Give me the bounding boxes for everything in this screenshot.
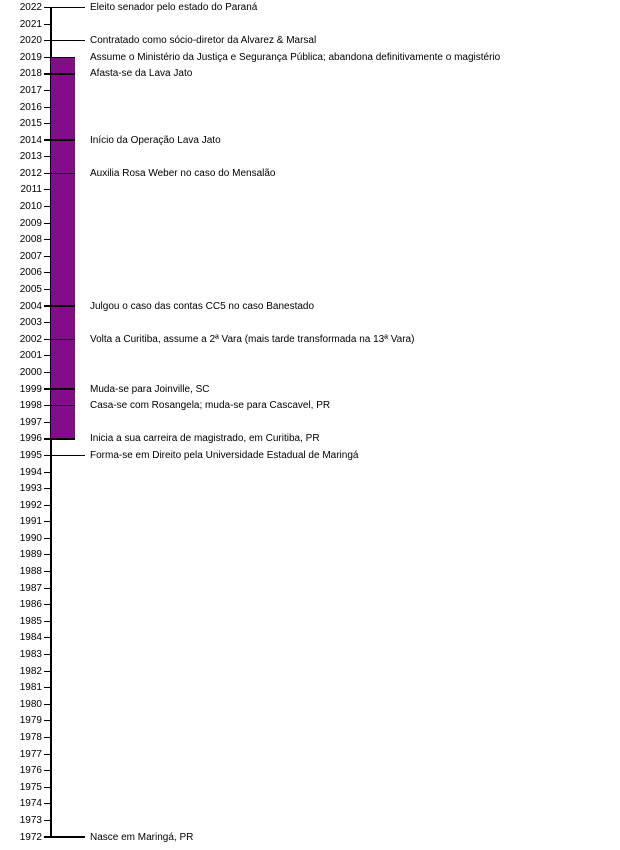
event-label: Início da Operação Lava Jato [90, 134, 221, 146]
year-label: 1979 [19, 715, 42, 727]
year-label: 2014 [19, 134, 42, 146]
year-label: 1972 [19, 831, 42, 843]
year-tick [44, 107, 50, 108]
year-tick [44, 239, 50, 240]
year-label: 1989 [19, 549, 42, 561]
year-tick [44, 654, 50, 655]
year-label: 2009 [19, 217, 42, 229]
year-tick [44, 720, 50, 721]
year-tick [44, 687, 50, 688]
year-tick [44, 803, 50, 804]
year-tick [44, 754, 50, 755]
event-leader-line [44, 139, 75, 141]
year-label: 1985 [19, 615, 42, 627]
year-label: 2011 [20, 184, 42, 196]
year-tick [44, 604, 50, 605]
year-label: 1987 [19, 582, 42, 594]
event-label: Volta a Curitiba, assume a 2ª Vara (mais tarde transformada na 13ª Vara) [90, 333, 415, 345]
year-tick [44, 24, 50, 25]
year-label: 2007 [19, 250, 42, 262]
year-tick [44, 206, 50, 207]
year-label: 2006 [19, 267, 42, 279]
year-tick [44, 521, 50, 522]
year-label: 1978 [19, 731, 42, 743]
year-label: 1993 [19, 483, 42, 495]
year-label: 2010 [19, 201, 42, 213]
year-tick [44, 422, 50, 423]
event-leader-line [44, 438, 75, 440]
year-tick [44, 621, 50, 622]
year-label: 1996 [19, 433, 42, 445]
year-label: 1990 [19, 532, 42, 544]
year-tick [44, 671, 50, 672]
event-leader-line [44, 455, 85, 457]
event-label: Afasta-se da Lava Jato [90, 68, 193, 80]
event-label: Nasce em Maringá, PR [90, 831, 194, 843]
year-label: 1976 [19, 765, 42, 777]
year-label: 2019 [19, 51, 42, 63]
year-label: 2022 [19, 2, 42, 13]
event-label: Casa-se com Rosangela; muda-se para Cascavel, PR [90, 400, 331, 412]
event-leader-line [44, 73, 75, 75]
year-tick [44, 571, 50, 572]
year-label: 1983 [19, 649, 42, 660]
year-tick [44, 588, 50, 589]
event-leader-line [44, 40, 85, 42]
year-label: 2000 [19, 366, 42, 378]
year-tick [44, 322, 50, 323]
year-tick [44, 770, 50, 771]
year-label: 1973 [19, 814, 42, 826]
year-label: 1998 [19, 400, 42, 412]
event-label: Muda-se para Joinville, SC [90, 383, 210, 395]
career-span-bar [51, 57, 75, 439]
year-label: 1975 [19, 781, 42, 793]
year-label: 2002 [19, 333, 42, 345]
year-label: 2013 [19, 151, 42, 163]
event-leader-line [44, 405, 75, 407]
year-label: 2003 [19, 317, 42, 329]
year-tick [44, 123, 50, 124]
event-label: Julgou o caso das contas CC5 no caso Banestado [90, 300, 315, 312]
event-label: Auxilia Rosa Weber no caso do Mensalão [90, 167, 276, 179]
year-label: 2016 [19, 101, 42, 113]
year-label: 2020 [19, 35, 42, 47]
event-label: Forma-se em Direito pela Universidade Estadual de Maringá [90, 449, 359, 461]
year-label: 2005 [19, 284, 42, 296]
year-label: 1977 [19, 748, 42, 760]
year-label: 1997 [19, 416, 42, 428]
year-tick [44, 289, 50, 290]
year-label: 1992 [19, 499, 42, 511]
year-label: 1982 [19, 665, 42, 677]
year-label: 2004 [19, 300, 42, 312]
year-label: 1980 [19, 698, 42, 710]
event-leader-line [44, 339, 75, 341]
year-tick [44, 223, 50, 224]
event-label: Eleito senador pelo estado do Paraná [90, 2, 258, 13]
year-label: 2015 [19, 118, 42, 130]
year-label: 2017 [19, 84, 42, 96]
year-label: 1984 [19, 632, 42, 644]
year-tick [44, 637, 50, 638]
event-leader-line [44, 305, 75, 307]
year-label: 2008 [19, 234, 42, 246]
year-tick [44, 538, 50, 539]
year-tick [44, 554, 50, 555]
year-tick [44, 90, 50, 91]
year-label: 1986 [19, 599, 42, 611]
year-label: 1974 [19, 798, 42, 810]
year-tick [44, 488, 50, 489]
year-label: 1995 [19, 449, 42, 461]
year-tick [44, 704, 50, 705]
year-label: 1988 [19, 566, 42, 578]
year-tick [44, 189, 50, 190]
year-tick [44, 820, 50, 821]
year-tick [44, 472, 50, 473]
event-leader-line [44, 388, 75, 390]
year-label: 2018 [19, 68, 42, 80]
year-tick [44, 505, 50, 506]
year-label: 1999 [19, 383, 42, 395]
event-label: Inicia a sua carreira de magistrado, em Curitiba, PR [90, 433, 320, 445]
event-leader-line [44, 57, 75, 59]
event-label: Assume o Ministério da Justiça e Segurança Pública; abandona definitivamente o magistério [90, 51, 501, 63]
event-leader-line [44, 7, 85, 9]
year-label: 1981 [19, 682, 42, 694]
event-leader-line [44, 173, 75, 175]
year-tick [44, 272, 50, 273]
year-tick [44, 355, 50, 356]
year-label: 2012 [19, 167, 42, 179]
year-tick [44, 787, 50, 788]
event-label: Contratado como sócio-diretor da Alvarez & Marsal [90, 35, 317, 47]
year-label: 2021 [19, 18, 42, 30]
year-label: 1994 [19, 466, 42, 478]
year-tick [44, 256, 50, 257]
event-leader-line [44, 836, 85, 838]
year-label: 1991 [19, 516, 42, 528]
year-label: 2001 [19, 350, 42, 362]
year-tick [44, 156, 50, 157]
year-tick [44, 737, 50, 738]
year-tick [44, 372, 50, 373]
